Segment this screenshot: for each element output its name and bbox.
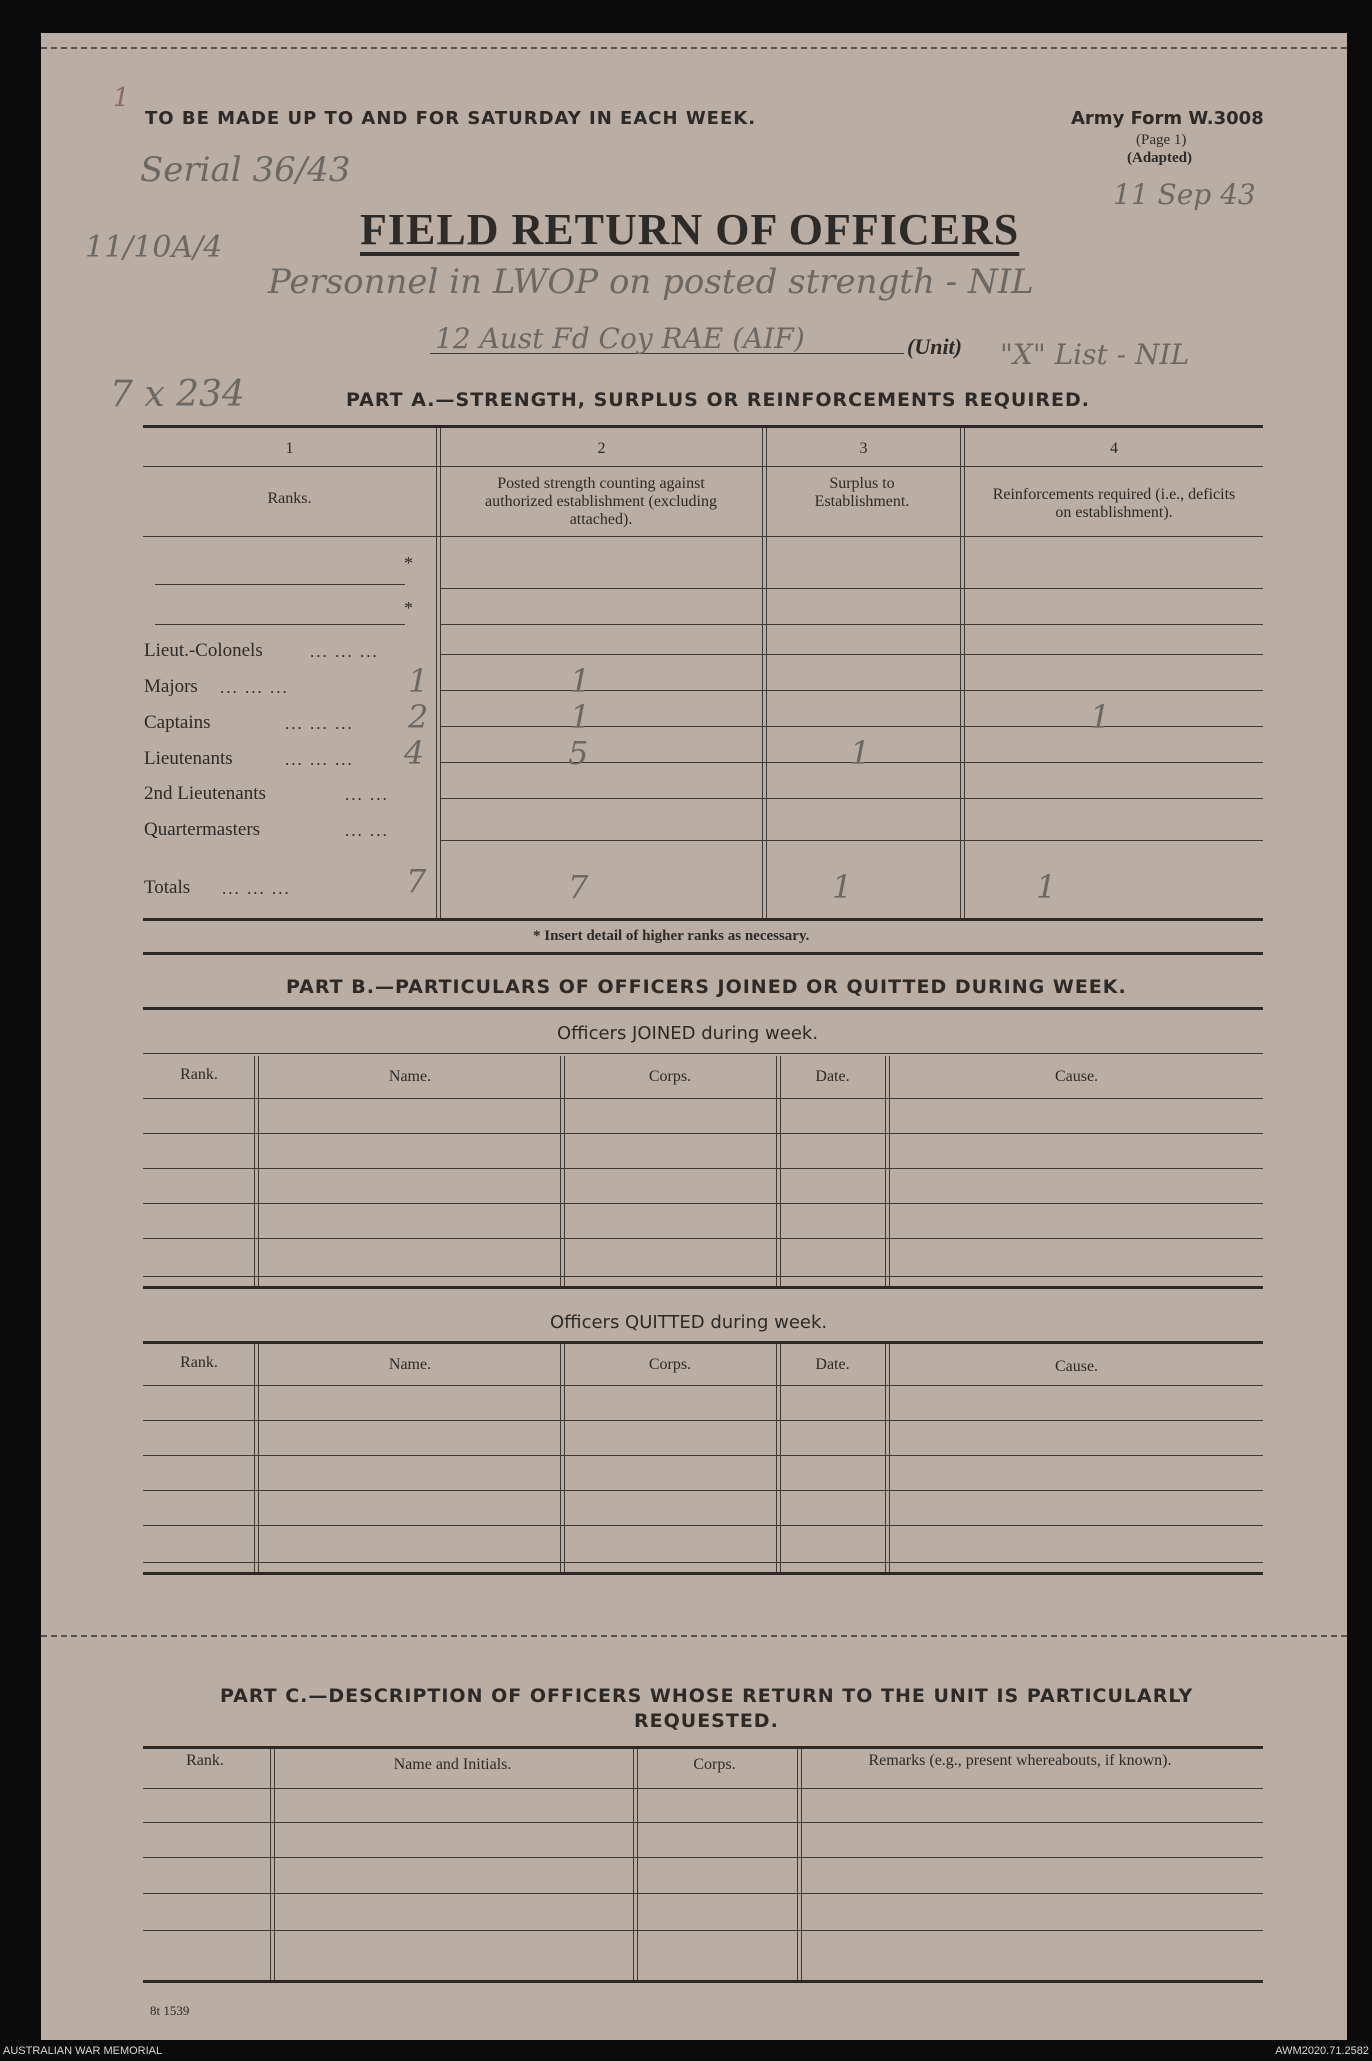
col-number-1: 1: [285, 440, 294, 457]
part-a-number-rule: [143, 466, 1263, 467]
joined-title: Officers JOINED during week.: [557, 1023, 819, 1044]
tally-posted: 1: [570, 662, 591, 700]
part-a-header-rule: [143, 536, 1263, 537]
col-remarks: Remarks (e.g., present whereabouts, if known).: [868, 1752, 1172, 1769]
col-rank: Rank.: [186, 1752, 224, 1769]
grid-line: [440, 588, 1263, 589]
handwritten-stamp-no: 7 x 234: [110, 374, 245, 415]
handwritten-serial: Serial 36/43: [140, 150, 351, 190]
part-a-top-rule: [143, 425, 1263, 428]
part-c-col-divider: [797, 1749, 802, 1981]
tally-ranks: 4: [404, 734, 425, 772]
joined-row-line: [143, 1276, 1263, 1277]
part-a-col-divider: [762, 428, 767, 918]
joined-header-rule: [143, 1098, 1263, 1099]
joined-row-line: [143, 1238, 1263, 1239]
grid-line: [440, 798, 1263, 799]
tally-reinforcements: 1: [1090, 698, 1111, 736]
tally-ranks: 1: [408, 662, 429, 700]
col-name: Name.: [388, 1068, 432, 1085]
asterisk: *: [404, 598, 413, 618]
middle-perforation: [41, 1635, 1347, 1637]
header-surplus: Surplus to Establishment.: [814, 475, 910, 510]
col-rank: Rank.: [180, 1066, 218, 1083]
leader-dots: ... ... ...: [222, 879, 291, 898]
quitted-title: Officers QUITTED during week.: [550, 1312, 828, 1333]
quitted-row-line: [143, 1525, 1263, 1526]
grid-line: [440, 654, 1263, 655]
header-posted-strength: Posted strength counting against authorized establishment (excluding attached).: [485, 475, 717, 528]
part-c-col-divider: [270, 1749, 275, 1981]
adapted-label: (Adapted): [1127, 150, 1193, 166]
total-ranks: 7: [406, 862, 427, 900]
col-name-initials: Name and Initials.: [393, 1756, 512, 1773]
quitted-bottom-rule: [143, 1572, 1263, 1575]
part-c-row-line: [143, 1822, 1263, 1823]
quitted-row-line: [143, 1455, 1263, 1456]
grid-line: [440, 840, 1263, 841]
part-c-row-line: [143, 1857, 1263, 1858]
quitted-header-top: [143, 1341, 1263, 1344]
rank-label: Lieutenants: [144, 748, 233, 769]
handwritten-file-ref: 11/10A/4: [85, 230, 223, 265]
unit-label: (Unit): [907, 334, 962, 359]
part-a-title: PART A.—STRENGTH, SURPLUS OR REINFORCEMENTS REQUIRED.: [346, 389, 1091, 411]
quitted-col-divider: [254, 1344, 259, 1572]
archive-accession: AWM2020.71.2582: [1275, 2045, 1369, 2057]
section-rule: [143, 952, 1263, 955]
col-name: Name.: [388, 1356, 432, 1373]
part-c-title-line1: PART C.—DESCRIPTION OF OFFICERS WHOSE RETURN TO THE UNIT IS PARTICULARLY: [220, 1685, 1194, 1707]
part-c-col-divider: [633, 1749, 638, 1981]
quitted-row-line: [143, 1562, 1263, 1563]
joined-row-line: [143, 1133, 1263, 1134]
handwritten-unit-name: 12 Aust Fd Coy RAE (AIF): [435, 322, 805, 355]
part-c-top-rule: [143, 1746, 1263, 1749]
col-cause: Cause.: [1054, 1358, 1099, 1375]
footnote: * Insert detail of higher ranks as necessary.: [533, 928, 810, 944]
part-c-row-line: [143, 1930, 1263, 1931]
instruction-text: TO BE MADE UP TO AND FOR SATURDAY IN EACH WEEK.: [145, 108, 757, 129]
joined-row-line: [143, 1168, 1263, 1169]
joined-row-line: [143, 1203, 1263, 1204]
col-corps: Corps.: [648, 1068, 692, 1085]
part-b-top-rule: [143, 1007, 1263, 1010]
quitted-col-divider: [560, 1344, 565, 1572]
leader-dots: ... ...: [345, 785, 389, 804]
rank-label: Captains: [144, 712, 211, 733]
col-cause: Cause.: [1054, 1068, 1099, 1085]
total-posted: 7: [568, 868, 589, 906]
print-code: 8t 1539: [150, 2003, 190, 2018]
total-surplus: 1: [832, 868, 853, 906]
handwritten-x-list: "X" List - NIL: [1000, 338, 1190, 371]
leader-dots: ... ... ...: [220, 678, 289, 697]
joined-col-divider: [254, 1056, 259, 1286]
rank-label: Quartermasters: [144, 819, 261, 840]
leader-dots: ... ... ...: [285, 750, 354, 769]
grid-line: [440, 624, 1263, 625]
part-c-row-line: [143, 1893, 1263, 1894]
quitted-col-divider: [776, 1344, 781, 1572]
part-a-col-divider: [960, 428, 965, 918]
rank-label: Lieut.-Colonels: [144, 640, 263, 661]
col-number-3: 3: [859, 440, 868, 457]
part-b-title: PART B.—PARTICULARS OF OFFICERS JOINED OR QUITTED DURING WEEK.: [286, 976, 1127, 998]
top-perforation: [41, 47, 1347, 49]
handwritten-personnel-note: Personnel in LWOP on posted strength - NIL: [268, 262, 1034, 302]
part-c-header-rule: [143, 1788, 1263, 1789]
grid-line: [440, 726, 1263, 727]
part-c-title-line2: REQUESTED.: [634, 1710, 779, 1732]
header-ranks: Ranks.: [267, 490, 312, 507]
joined-col-divider: [776, 1056, 781, 1286]
tally-posted: 1: [570, 698, 591, 736]
joined-header-top: [143, 1053, 1263, 1054]
archive-credit: AUSTRALIAN WAR MEMORIAL: [3, 2045, 163, 2057]
rank-label: 2nd Lieutenants: [144, 783, 266, 804]
col-number-2: 2: [597, 440, 606, 457]
joined-col-divider: [560, 1056, 565, 1286]
quitted-row-line: [143, 1490, 1263, 1491]
part-c-bottom-rule: [143, 1980, 1263, 1983]
joined-col-divider: [885, 1056, 890, 1286]
tally-posted: 5: [568, 734, 589, 772]
tally-ranks: 2: [408, 698, 429, 736]
asterisk: *: [404, 553, 413, 573]
col-number-4: 4: [1110, 440, 1118, 457]
form-title: FIELD RETURN OF OFFICERS: [360, 205, 1020, 254]
header-reinforcements: Reinforcements required (i.e., deficits on establishment).: [992, 486, 1236, 521]
rank-label: Majors: [144, 676, 198, 697]
part-a-col-divider: [436, 428, 441, 918]
joined-bottom-rule: [143, 1286, 1263, 1289]
handwritten-mark: 1: [113, 83, 130, 113]
col-corps: Corps.: [693, 1756, 736, 1773]
col-date: Date.: [815, 1068, 850, 1085]
quitted-row-line: [143, 1420, 1263, 1421]
grid-line: [440, 690, 1263, 691]
form-number: Army Form W.3008: [1071, 108, 1264, 129]
leader-dots: ... ... ...: [285, 714, 354, 733]
totals-label: Totals: [144, 877, 191, 898]
col-rank: Rank.: [180, 1354, 218, 1371]
leader-dots: ... ...: [345, 821, 389, 840]
tally-surplus: 1: [850, 734, 871, 772]
handwritten-date: 11 Sep 43: [1113, 178, 1256, 211]
quitted-col-divider: [885, 1344, 890, 1572]
blank-rank-line: [155, 584, 405, 585]
page-number: (Page 1): [1136, 132, 1187, 148]
part-a-bottom-rule: [143, 918, 1263, 921]
blank-rank-line: [155, 624, 405, 625]
leader-dots: ... ... ...: [310, 642, 379, 661]
col-date: Date.: [815, 1356, 850, 1373]
quitted-header-rule: [143, 1385, 1263, 1386]
col-corps: Corps.: [648, 1356, 692, 1373]
total-reinforcements: 1: [1036, 868, 1057, 906]
